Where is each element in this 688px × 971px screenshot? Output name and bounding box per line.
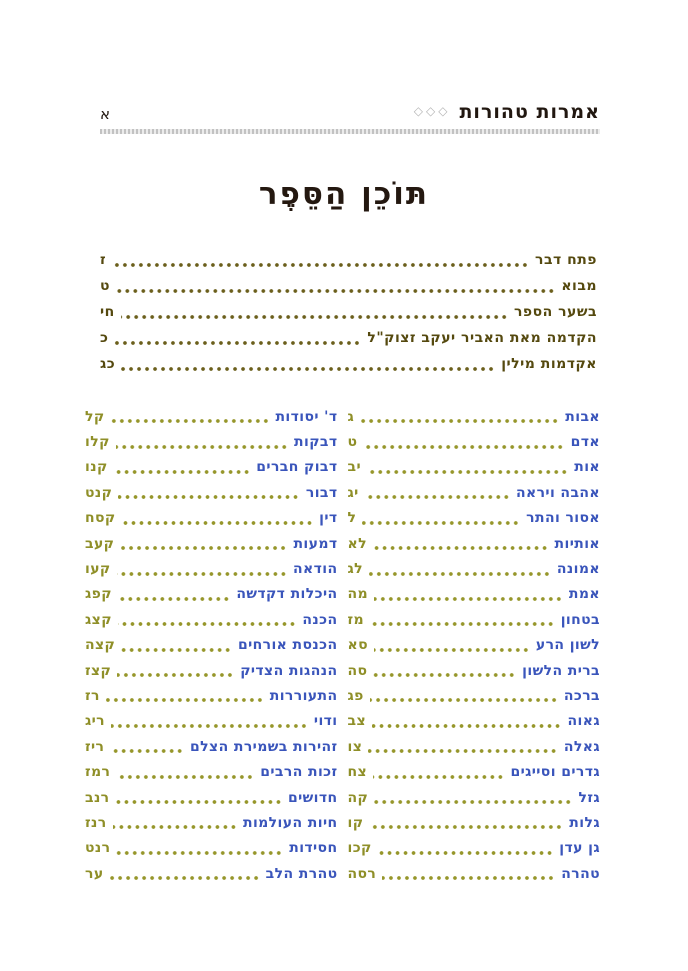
toc-entry — [348, 861, 601, 886]
toc-entry — [85, 810, 338, 835]
toc-entry — [85, 455, 338, 480]
toc-entry-page: ט — [347, 434, 358, 451]
toc-entry-page: לג — [347, 561, 364, 578]
dot-leader — [367, 470, 568, 474]
dot-leader — [373, 546, 549, 550]
toc-entry-page: קו — [347, 814, 364, 831]
toc-entry-label: בטחון — [560, 611, 600, 628]
dot-leader — [373, 673, 516, 677]
toc-index — [85, 404, 600, 886]
dot-leader — [360, 419, 559, 423]
toc-entry-label: טהרת הלב — [265, 865, 338, 882]
dot-leader — [116, 775, 254, 779]
toc-entry-label: לשון הרע — [535, 637, 600, 654]
toc-entry-label: גזל — [578, 789, 600, 806]
toc-entry-page: ריג — [85, 713, 106, 730]
toc-entry-label: ברית הלשון — [522, 662, 600, 679]
toc-entry-page: צב — [347, 713, 366, 730]
toc-entry — [348, 836, 601, 861]
dot-leader — [118, 495, 300, 499]
toc-entry — [348, 658, 601, 683]
dot-leader — [116, 800, 282, 804]
toc-entry — [85, 785, 338, 810]
toc-entry — [348, 582, 601, 607]
toc-entry-label: ד' יסודות — [275, 408, 338, 425]
toc-entry-label: דבוק חברים — [256, 459, 338, 476]
toc-entry-label: זכות הרבים — [260, 764, 338, 781]
dot-leader — [121, 315, 508, 319]
toc-entry-page: ג — [347, 408, 355, 425]
toc-entry — [85, 683, 338, 708]
toc-entry-label: הנהגות הצדיק — [240, 662, 338, 679]
toc-entry-page: פג — [347, 687, 364, 704]
toc-entry-page: קצה — [85, 637, 116, 654]
toc-entry — [348, 683, 601, 708]
dot-leader — [378, 851, 554, 855]
toc-entry-label: אבות — [565, 408, 600, 425]
dot-leader — [120, 546, 287, 550]
toc-entry-page: כ — [100, 330, 109, 346]
dot-leader — [362, 521, 520, 525]
dot-leader — [111, 419, 270, 423]
toc-entry-page: סה — [347, 662, 368, 679]
dot-leader — [116, 289, 555, 293]
front-matter-list — [100, 247, 597, 377]
toc-entry — [85, 759, 338, 784]
toc-entry — [85, 734, 338, 759]
toc-entry-page: קפג — [85, 586, 112, 603]
toc-entry — [85, 607, 338, 632]
toc-entry-label: דמעות — [293, 535, 338, 552]
toc-entry-label: הודאה — [293, 561, 338, 578]
toc-entry — [85, 658, 338, 683]
toc-entry-label: חיות העולמות — [242, 814, 338, 831]
dot-leader — [370, 622, 555, 626]
running-head-title-group — [414, 101, 600, 123]
toc-entry-label: דבור — [305, 484, 338, 501]
toc-entry — [348, 556, 601, 581]
toc-entry-page: קצג — [85, 611, 112, 628]
toc-entry-page: מה — [347, 586, 369, 603]
toc-entry-page: סא — [347, 637, 369, 654]
toc-entry-label: אותיות — [554, 535, 600, 552]
toc-entry-label: גאוה — [567, 713, 600, 730]
diamond-ornament-icon: ◇◇◇ — [413, 104, 451, 118]
toc-entry-page: ער — [85, 865, 104, 882]
toc-entry — [85, 633, 338, 658]
toc-entry-page: קל — [85, 408, 105, 425]
toc-entry — [85, 556, 338, 581]
toc-entry-page: קכו — [347, 840, 372, 857]
dot-leader — [116, 851, 283, 855]
toc-entry-page: רנט — [85, 840, 111, 857]
toc-entry — [100, 273, 597, 299]
toc-entry — [348, 734, 601, 759]
toc-entry — [85, 709, 338, 734]
toc-entry-page: כג — [100, 356, 116, 372]
toc-entry-page: רז — [85, 687, 100, 704]
dot-leader — [114, 341, 361, 345]
toc-entry-label: הקדמה מאת האביר יעקב זצוק"ל — [367, 330, 597, 346]
dot-leader — [118, 622, 296, 626]
dot-leader — [122, 521, 313, 525]
toc-entry — [348, 607, 601, 632]
toc-entry-label: אקדמות מילין — [501, 356, 597, 372]
toc-entry-page: קנט — [85, 484, 113, 501]
toc-entry-label: אות — [574, 459, 600, 476]
dot-leader — [369, 572, 551, 576]
dot-leader — [373, 775, 504, 779]
running-head — [100, 97, 600, 123]
toc-entry — [348, 810, 601, 835]
dot-leader — [374, 800, 572, 804]
toc-entry-label: בשער הספר — [513, 304, 597, 320]
toc-entry — [348, 759, 601, 784]
dot-leader — [382, 876, 555, 880]
toc-entry-label: דבקות — [294, 434, 338, 451]
toc-entry-label: גלות — [569, 814, 600, 831]
toc-entry-page: קעב — [85, 535, 115, 552]
toc-entry — [348, 429, 601, 454]
toc-entry-label: דין — [319, 510, 338, 527]
dot-leader — [117, 673, 234, 677]
toc-entry-label: פתח דבר — [535, 252, 597, 268]
toc-entry-label: אמונה — [556, 561, 600, 578]
dot-leader — [118, 597, 230, 601]
toc-entry-label: אהבה ויראה — [515, 484, 600, 501]
toc-entry-page: רמז — [85, 764, 111, 781]
toc-entry — [348, 785, 601, 810]
toc-entry — [85, 429, 338, 454]
dot-leader — [363, 445, 564, 449]
toc-entry — [348, 633, 601, 658]
toc-entry — [85, 404, 338, 429]
toc-entry-page: ל — [347, 510, 357, 527]
toc-column-left — [85, 404, 338, 886]
dot-leader — [106, 698, 264, 702]
toc-entry-page: רסה — [347, 865, 377, 882]
toc-entry-page: יג — [347, 484, 359, 501]
toc-entry-page: ז — [100, 252, 107, 268]
toc-entry-page: קלו — [85, 434, 110, 451]
toc-entry-page: צח — [347, 764, 368, 781]
dot-leader — [113, 825, 237, 829]
dot-leader — [111, 724, 308, 728]
toc-entry-label: התעוררות — [269, 687, 338, 704]
toc-entry-label: אמת — [568, 586, 600, 603]
toc-entry-label: חסידות — [289, 840, 338, 857]
toc-entry-page: מז — [347, 611, 365, 628]
toc-entry — [85, 836, 338, 861]
toc-entry — [85, 506, 338, 531]
toc-entry-label: הכנסת אורחים — [237, 637, 338, 654]
toc-entry-label: הכנה — [302, 611, 338, 628]
toc-entry — [348, 480, 601, 505]
dot-leader — [374, 597, 563, 601]
dot-leader — [112, 263, 529, 267]
toc-entry-page: ט — [100, 278, 111, 294]
dot-leader — [365, 495, 510, 499]
toc-entry — [348, 709, 601, 734]
toc-entry-page: ריז — [85, 738, 105, 755]
toc-entry-label: גאלה — [563, 738, 600, 755]
toc-entry-page: קנו — [85, 459, 108, 476]
toc-entry-page: רנב — [85, 789, 110, 806]
toc-entry-label: אדם — [570, 434, 600, 451]
toc-entry-label: טהרה — [561, 865, 600, 882]
toc-entry-page: קעו — [85, 561, 111, 578]
toc-entry — [85, 531, 338, 556]
toc-entry-page: רנז — [85, 814, 107, 831]
dot-leader — [117, 572, 287, 576]
toc-entry-label: גדרים וסייגים — [510, 764, 600, 781]
toc-column-right — [348, 404, 601, 886]
dot-leader — [369, 825, 563, 829]
toc-entry — [85, 582, 338, 607]
toc-entry-page: צו — [347, 738, 363, 755]
toc-entry — [348, 404, 601, 429]
toc-entry-label: חדושים — [287, 789, 338, 806]
toc-entry — [100, 247, 597, 273]
dot-leader — [121, 367, 495, 371]
page-number-marker: א — [100, 105, 111, 123]
dot-leader — [110, 749, 184, 753]
running-head-title: אמרות טהורות — [459, 101, 600, 123]
toc-entry-page: לא — [347, 535, 367, 552]
toc-entry — [348, 531, 601, 556]
toc-entry — [100, 351, 597, 377]
toc-entry-page: חי — [100, 304, 115, 320]
dot-leader — [372, 724, 562, 728]
toc-entry — [85, 861, 338, 886]
header-rule-divider — [100, 129, 600, 134]
toc-entry-label: אסור והתר — [526, 510, 600, 527]
toc-entry-label: היכלות דקדשה — [236, 586, 338, 603]
toc-entry — [348, 506, 601, 531]
toc-entry — [100, 325, 597, 351]
toc-entry-page: קה — [347, 789, 369, 806]
dot-leader — [114, 470, 251, 474]
toc-entry — [85, 480, 338, 505]
toc-entry — [348, 455, 601, 480]
toc-entry-page: קצז — [85, 662, 112, 679]
dot-leader — [110, 876, 260, 880]
toc-entry-page: יב — [347, 459, 361, 476]
toc-entry-label: ודוי — [313, 713, 338, 730]
dot-leader — [370, 698, 558, 702]
toc-entry-label: ברכה — [563, 687, 600, 704]
dot-leader — [121, 648, 232, 652]
toc-entry-label: גן עדן — [559, 840, 600, 857]
toc-entry — [100, 299, 597, 325]
toc-entry-label: זהירות בשמירת הצלם — [190, 738, 338, 755]
toc-entry-label: מבוא — [561, 278, 597, 294]
dot-leader — [368, 749, 558, 753]
toc-page-title: תּוֹכֵן הַסֵּפֶר — [258, 176, 430, 212]
toc-entry-page: קסח — [85, 510, 116, 527]
dot-leader — [374, 648, 530, 652]
dot-leader — [116, 445, 288, 449]
